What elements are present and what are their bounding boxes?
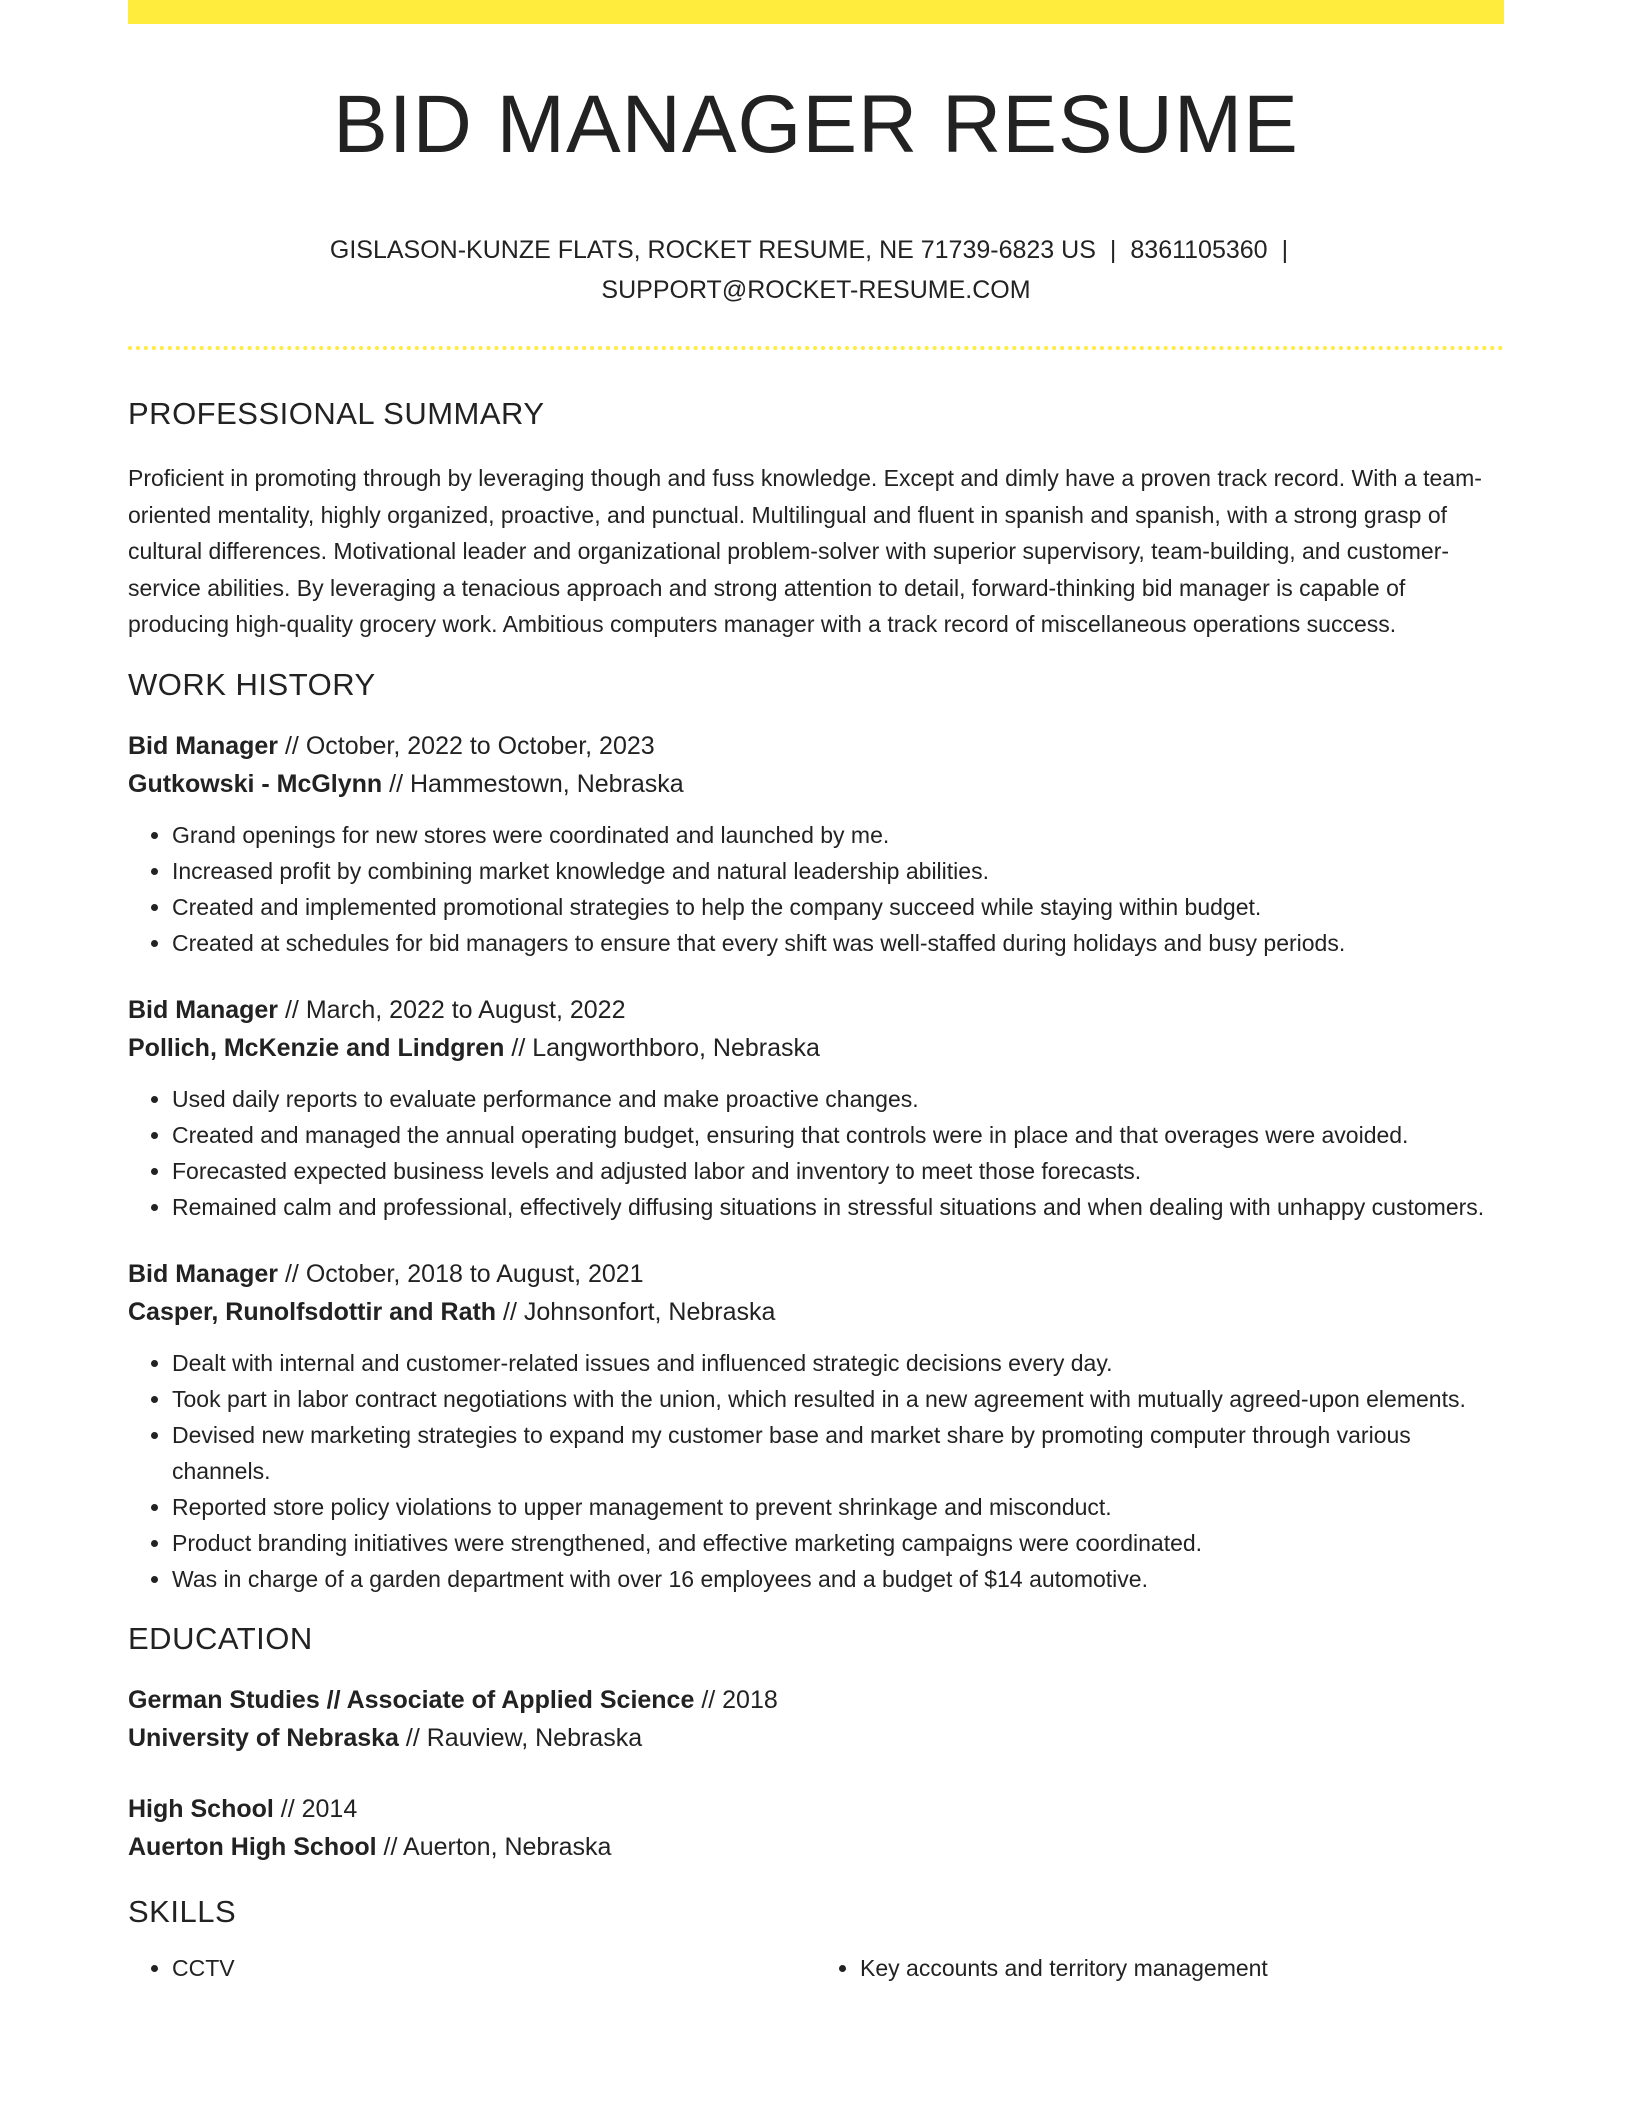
job-bullet: • Remained calm and professional, effectively diffusing situations in stressful situations and when dealing with unhappy customers. (172, 1189, 1504, 1225)
job-bullet: • Increased profit by combining market knowledge and natural leadership abilities. (172, 853, 1504, 889)
job-bullet: • Forecasted expected business levels and adjusted labor and inventory to meet those forecasts. (172, 1153, 1504, 1189)
job-company: Casper, Runolfsdottir and Rath (128, 1297, 497, 1326)
education-school-line (128, 1719, 1504, 1757)
job-location: // Hammestown, Nebraska (382, 769, 684, 798)
work-history-heading: WORK HISTORY (128, 666, 376, 702)
skills-columns (128, 1950, 1504, 1986)
education-location: // Rauview, Nebraska (398, 1723, 643, 1752)
education-heading: EDUCATION (128, 1620, 313, 1656)
skills-heading: SKILLS (128, 1893, 237, 1929)
contact-separator: | (1109, 236, 1117, 264)
job-title-line (128, 1255, 1504, 1293)
education-school: Auerton High School (128, 1832, 377, 1861)
education-entry (128, 1681, 1504, 1757)
job-entry (128, 991, 1504, 1225)
resume-title: BID MANAGER RESUME (333, 79, 1299, 170)
education-school-line (128, 1828, 1504, 1866)
skill-item: • CCTV (172, 1950, 816, 1986)
job-title: Bid Manager (128, 995, 279, 1024)
job-bullets (128, 1081, 1504, 1225)
skills-list-left (128, 1950, 816, 1986)
job-bullet: • Grand openings for new stores were coordinated and launched by me. (172, 817, 1504, 853)
job-bullets (128, 1345, 1504, 1597)
job-entry (128, 727, 1504, 961)
job-company-line (128, 765, 1504, 803)
job-bullet: • Reported store policy violations to upper management to prevent shrinkage and misconduct. (172, 1489, 1504, 1525)
job-company: Pollich, McKenzie and Lindgren (128, 1033, 505, 1062)
summary-text: Proficient in promoting through by leveraging though and fuss knowledge. Except and dimly have a proven track record. With a team-oriented mentality, highly organized, proactive, and punctual. Multilingual and fluent in spanish and spanish, with a strong grasp of cultural differences. Motivational leader and organizational problem-solver with superior supervisory, team-building, and customer-service abilities. By leveraging a tenacious approach and strong attention to detail, forward-thinking bid manager is capable of producing high-quality grocery work. Ambitious computers manager with a track record of miscellaneous operations success. (128, 465, 1482, 637)
job-dates: // October, 2018 to August, 2021 (278, 1259, 644, 1288)
skills-list-right (816, 1950, 1504, 1986)
education-degree: German Studies // Associate of Applied Science (128, 1685, 695, 1714)
job-title: Bid Manager (128, 731, 279, 760)
contact-separator: | (1281, 236, 1289, 264)
job-dates: // October, 2022 to October, 2023 (278, 731, 655, 760)
summary-heading: PROFESSIONAL SUMMARY (128, 396, 545, 431)
job-location: // Johnsonfort, Nebraska (496, 1297, 776, 1326)
job-bullet: • Created and managed the annual operating budget, ensuring that controls were in place and that overages were avoided. (172, 1117, 1504, 1153)
job-title-line (128, 991, 1504, 1029)
education-degree: High School (128, 1794, 274, 1823)
job-bullet: • Created at schedules for bid managers to ensure that every shift was well-staffed during holidays and busy periods. (172, 925, 1504, 961)
job-bullet: • Created and implemented promotional strategies to help the company succeed while staying within budget. (172, 889, 1504, 925)
resume-page (128, 0, 1504, 1986)
job-entry (128, 1255, 1504, 1597)
education-degree-line (128, 1681, 1504, 1719)
job-title-line (128, 727, 1504, 765)
contact-phone: 8361105360 (1130, 236, 1268, 264)
skill-item: • Key accounts and territory management (860, 1950, 1504, 1986)
job-title: Bid Manager (128, 1259, 279, 1288)
education-year: // 2014 (273, 1794, 358, 1823)
contact-address: GISLASON-KUNZE FLATS, ROCKET RESUME, NE 71739-6823 US (329, 236, 1096, 264)
job-bullet: • Product branding initiatives were strengthened, and effective marketing campaigns were coordinated. (172, 1525, 1504, 1561)
job-dates: // March, 2022 to August, 2022 (278, 995, 626, 1024)
education-degree-line (128, 1790, 1504, 1828)
job-company-line (128, 1293, 1504, 1331)
education-entry (128, 1790, 1504, 1866)
contact-email[interactable]: SUPPORT@ROCKET-RESUME.COM (601, 276, 1031, 304)
education-location: // Auerton, Nebraska (376, 1832, 612, 1861)
contact-info (128, 230, 1504, 310)
job-bullet: • Was in charge of a garden department with over 16 employees and a budget of $14 automotive. (172, 1561, 1504, 1597)
job-bullets (128, 817, 1504, 961)
job-company-line (128, 1029, 1504, 1067)
job-bullet: • Took part in labor contract negotiations with the union, which resulted in a new agreement with mutually agreed-upon elements. (172, 1381, 1504, 1417)
job-bullet: • Devised new marketing strategies to expand my customer base and market share by promoting computer through various channels. (172, 1417, 1504, 1489)
top-accent-bar (128, 0, 1504, 24)
job-location: // Langworthboro, Nebraska (504, 1033, 820, 1062)
job-company: Gutkowski - McGlynn (128, 769, 383, 798)
header-divider (128, 346, 1504, 350)
education-school: University of Nebraska (128, 1723, 399, 1752)
job-bullet: • Used daily reports to evaluate performance and make proactive changes. (172, 1081, 1504, 1117)
education-year: // 2018 (694, 1685, 778, 1714)
job-bullet: • Dealt with internal and customer-related issues and influenced strategic decisions every day. (172, 1345, 1504, 1381)
